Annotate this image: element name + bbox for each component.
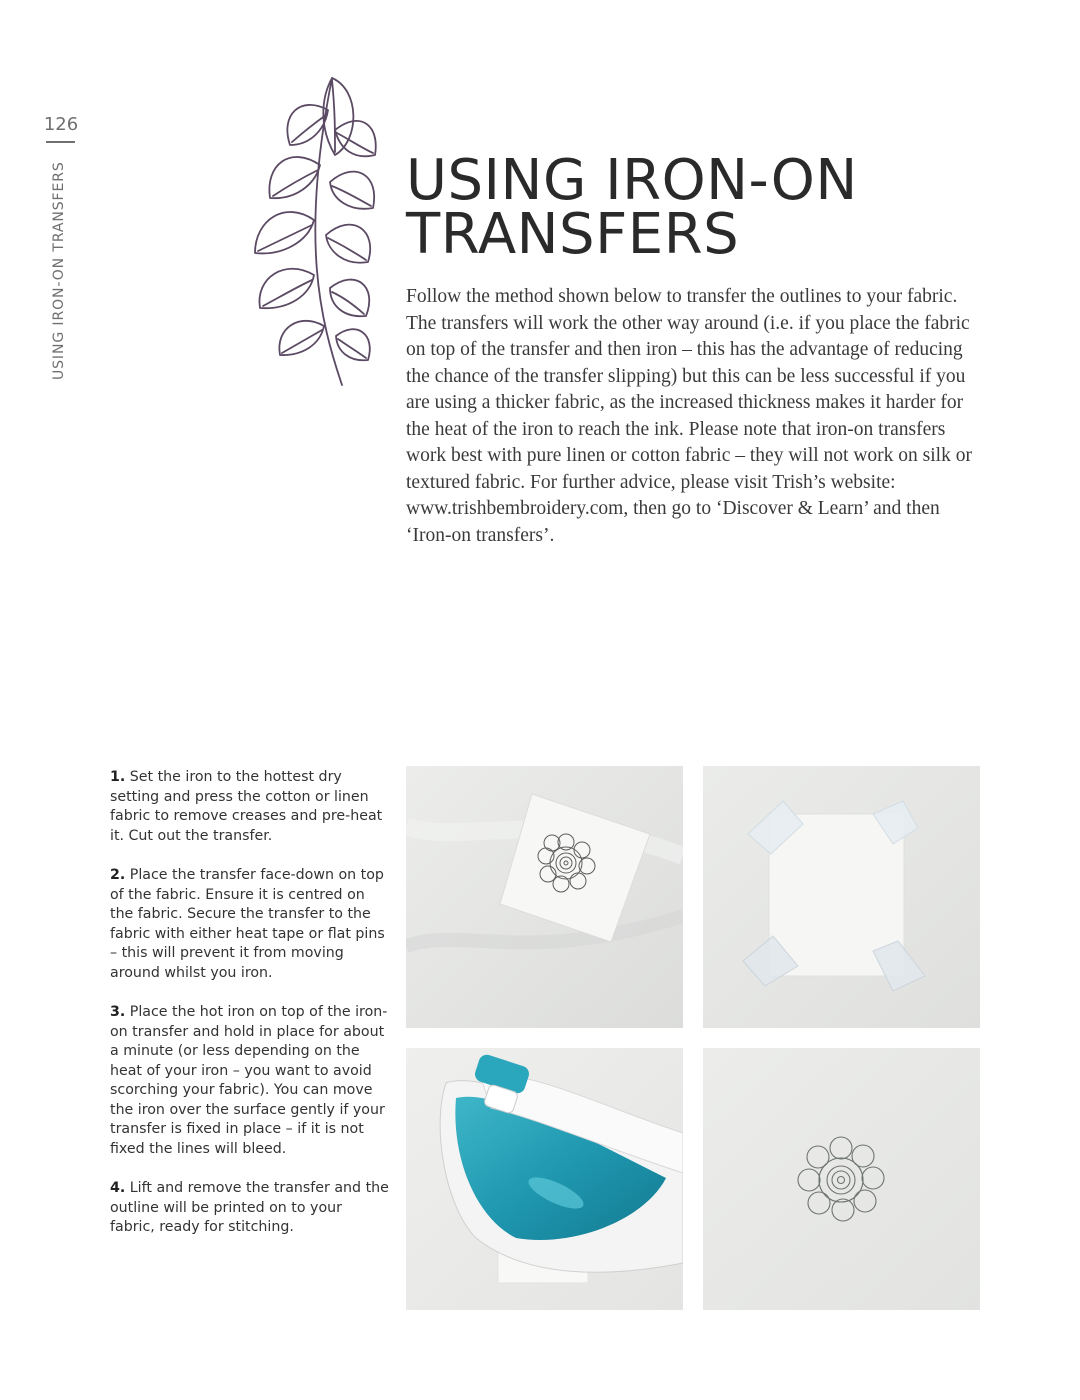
step-number: 4. [110,1180,126,1196]
step-text: Place the hot iron on top of the iron-on transfer and hold in place for about a minute (or less depending on the heat of your iron – you want to avoid scorching your fabric). You can move the iron over the surface gently if your transfer is fixed in place – if it is not fixed the lines will bleed. [110,1004,388,1157]
step-number: 1. [110,769,126,785]
page-number: 126 [43,114,79,135]
step-number: 3. [110,1004,126,1020]
photo-transfer-taped [703,766,980,1028]
title-line-1: USING IRON-ON [406,148,858,213]
photo-ironing-transfer [406,1048,683,1310]
running-head: USING IRON-ON TRANSFERS [51,161,67,380]
step-text: Place the transfer face-down on top of the fabric. Ensure it is centred on the fabric. Secure the transfer to the fabric with either heat tape or flat pins – this will prevent it from moving around whilst you iron. [110,867,385,981]
title-line-2: TRANSFERS [406,202,740,267]
step-3 [110,1003,390,1159]
photo-printed-outline [703,1048,980,1310]
step-4 [110,1179,390,1238]
step-1 [110,768,390,846]
intro-paragraph: Follow the method shown below to transfer the outlines to your fabric. The transfers will work the other way around (i.e. if you place the fabric on top of the transfer and then iron – this has the advantage of reducing the chance of the transfer slipping) but this can be less successful if you are using a thicker fabric, as the increased thickness makes it harder for the heat of the iron to reach the ink. Please note that iron-on transfers work best with pure linen or cotton fabric – they will not work on silk or textured fabric. For further advice, please visit Trish’s website: www.trishbembroidery.com, then go to ‘Discover & Learn’ and then ‘Iron-on transfers’. [406,286,972,546]
leaf-sprig-icon [240,70,390,390]
page-title [406,148,1026,267]
page-number-rule [46,141,75,143]
steps-list [110,768,390,1258]
step-text: Set the iron to the hottest dry setting and press the cotton or linen fabric to remove creases and pre-heat it. Cut out the transfer. [110,769,383,844]
step-2 [110,866,390,983]
step-number: 2. [110,867,126,883]
step-text: Lift and remove the transfer and the outline will be printed on to your fabric, ready for stitching. [110,1180,389,1235]
photo-transfer-on-fabric [406,766,683,1028]
